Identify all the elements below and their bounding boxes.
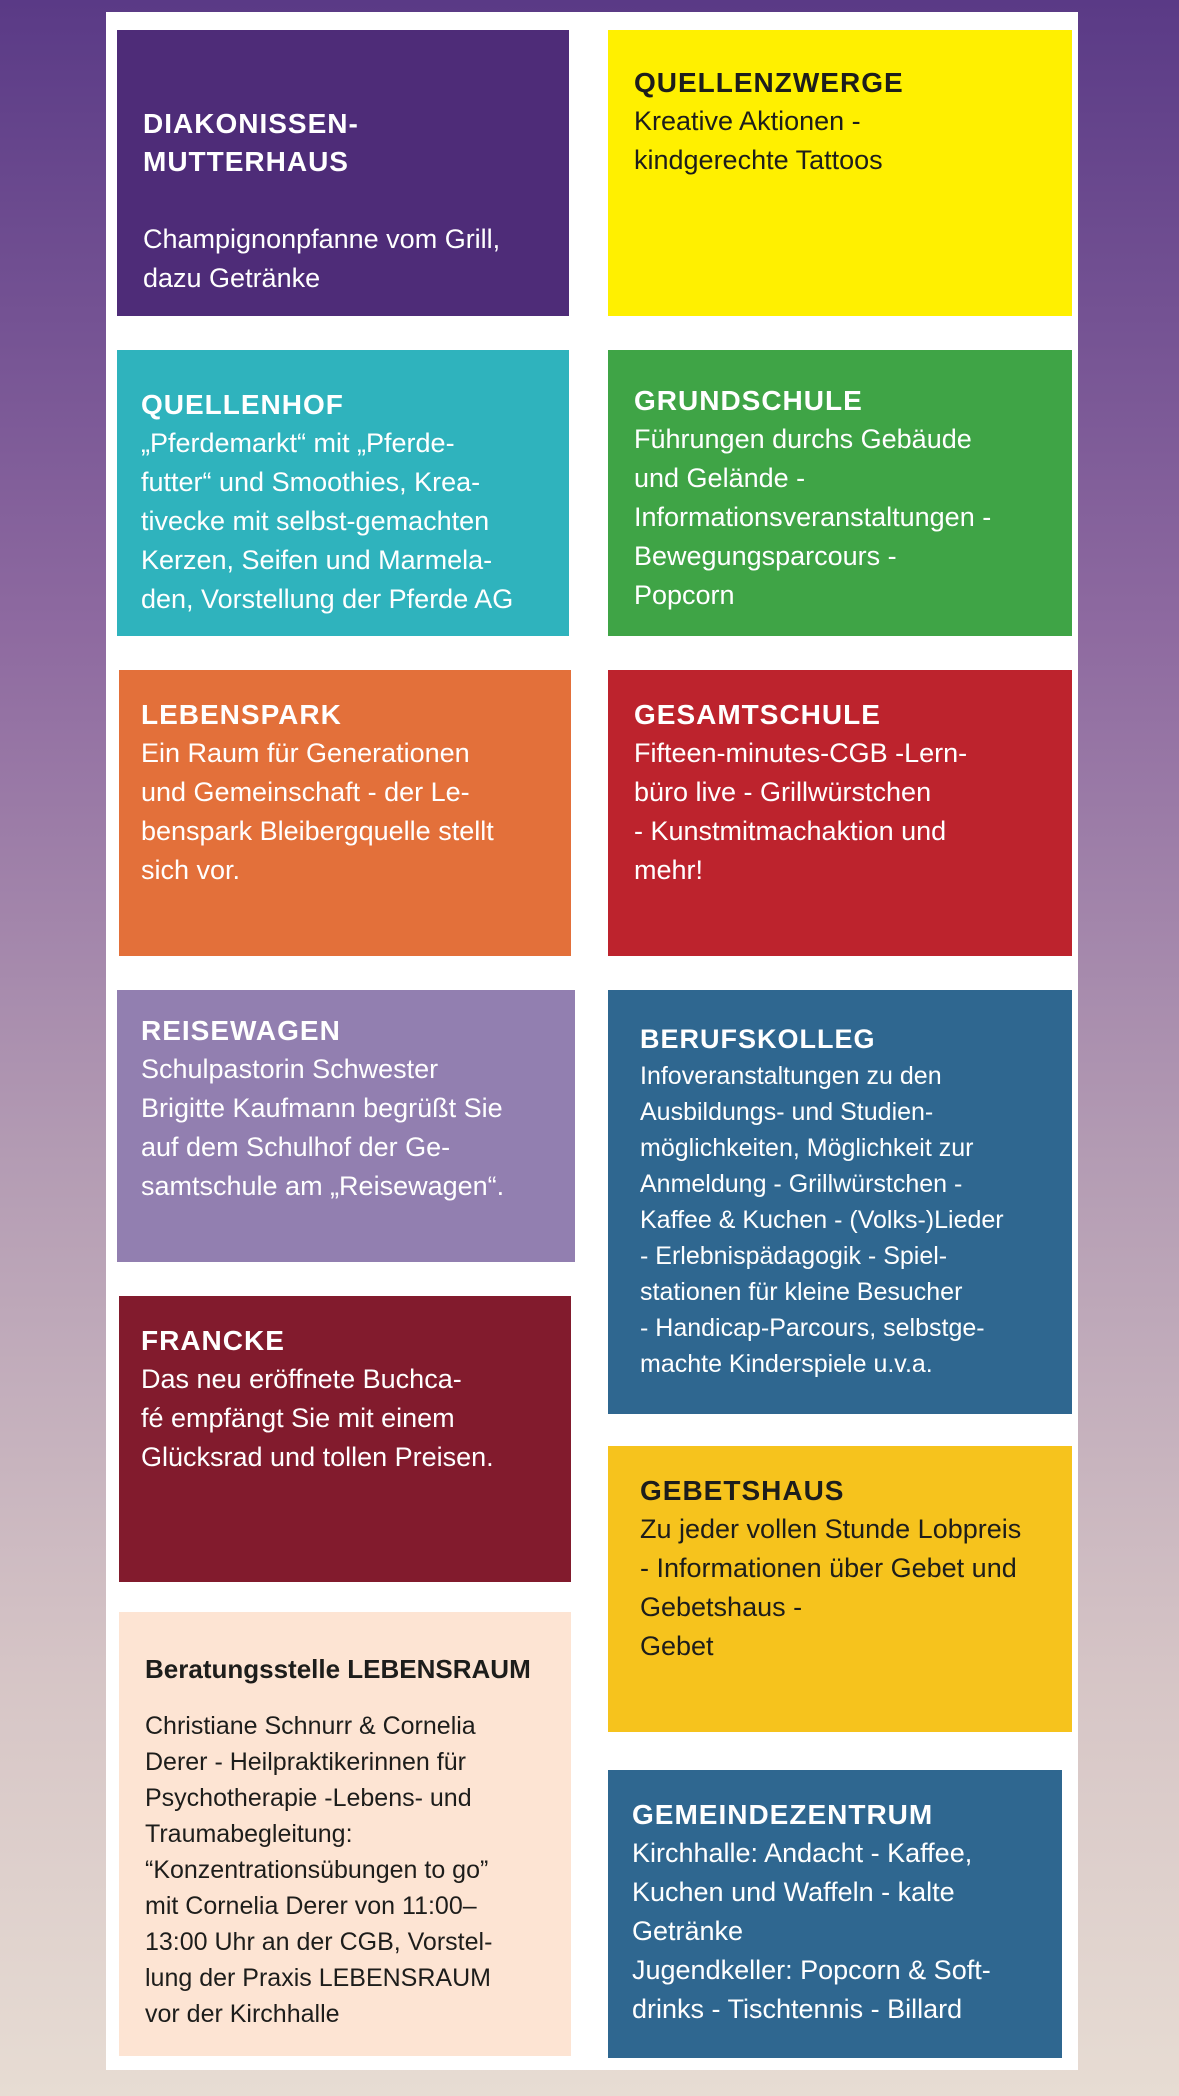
tile-text: Kirchhalle: Andacht - Kaffee, Kuchen und Waffeln - kalte Getränke Jugendkeller: Popcorn & Soft- drinks - Tischtennis - Billard [632, 1838, 991, 2024]
tile-title: QUELLENHOF [141, 389, 344, 420]
tile-quellenzwerge [608, 30, 1072, 316]
tile-gesamtschule [608, 670, 1072, 956]
tile-lebenspark [119, 670, 571, 956]
tile-quellenhof [117, 350, 569, 636]
tile-title: LEBENSPARK [141, 699, 342, 730]
tile-text: Champignonpfanne vom Grill, dazu Getränke [143, 224, 501, 293]
tile-text: Fifteen-minutes-CGB -Lern- büro live - Grillwürstchen - Kunstmitmachaktion und mehr! [634, 738, 968, 885]
tile-title: BERUFSKOLLEG [640, 1024, 876, 1054]
program-sheet [106, 12, 1078, 2070]
tile-text: Schulpastorin Schwester Brigitte Kaufmann begrüßt Sie auf dem Schulhof der Ge- samtschule am „Reisewagen“. [141, 1054, 505, 1201]
tile-text: Ein Raum für Generationen und Gemeinschaft - der Le- benspark Bleibergquelle stellt sich vor. [141, 738, 494, 885]
tile-text: Kreative Aktionen - kindgerechte Tattoos [634, 106, 883, 175]
tile-francke [119, 1296, 571, 1582]
tile-text: Christiane Schnurr & Cornelia Derer - Heilpraktikerinnen für Psychotherapie -Lebens- und Traumabegleitung: “Konzentrationsübungen to go” mit Cornelia Derer von 11:00– 13:00 Uhr an der CGB, Vorstel- lung der Praxis LEBENSRAUM vor der Kirchhalle [145, 1712, 493, 2028]
tile-title: GEBETSHAUS [640, 1475, 845, 1506]
tile-berufskolleg [608, 990, 1072, 1414]
tile-gemeindezentrum [608, 1770, 1062, 2058]
tile-gebetshaus [608, 1446, 1072, 1732]
tile-beratungsstelle-lebensraum [119, 1612, 571, 2056]
tile-title: REISEWAGEN [141, 1015, 341, 1046]
tile-title: DIAKONISSEN- MUTTERHAUS [143, 108, 359, 177]
tile-title: GESAMTSCHULE [634, 699, 881, 730]
tile-reisewagen [117, 990, 575, 1262]
tile-title: Beratungsstelle LEBENSRAUM [145, 1654, 531, 1684]
tile-title: GRUNDSCHULE [634, 385, 863, 416]
tile-text: Infoveranstaltungen zu den Ausbildungs- und Studien- möglichkeiten, Möglichkeit zur Anmeldung - Grillwürstchen - Kaffee & Kuchen - (Volks-)Lieder - Erlebnispädagogik - Spiel- stationen für kleine Besucher - Handicap-Parcours, selbstge- machte Kinderspiele u.v.a. [640, 1062, 1004, 1378]
tile-text: Das neu eröffnete Buchca- fé empfängt Sie mit einem Glücksrad und tollen Preisen. [141, 1364, 494, 1472]
tile-title: QUELLENZWERGE [634, 67, 904, 98]
tile-text: „Pferdemarkt“ mit „Pferde- futter“ und Smoothies, Krea- tivecke mit selbst-gemachten Kerzen, Seifen und Marmela- den, Vorstellung der Pferde AG [141, 428, 514, 614]
tile-title: FRANCKE [141, 1325, 285, 1356]
tile-text: Zu jeder vollen Stunde Lobpreis - Informationen über Gebet und Gebetshaus - Gebet [640, 1514, 1022, 1661]
tile-grundschule [608, 350, 1072, 636]
tile-title: GEMEINDEZENTRUM [632, 1799, 934, 1830]
tile-text: Führungen durchs Gebäude und Gelände - Informationsveranstaltungen - Bewegungsparcours - Popcorn [634, 424, 992, 610]
tile-diakonissen-mutterhaus [117, 30, 569, 316]
